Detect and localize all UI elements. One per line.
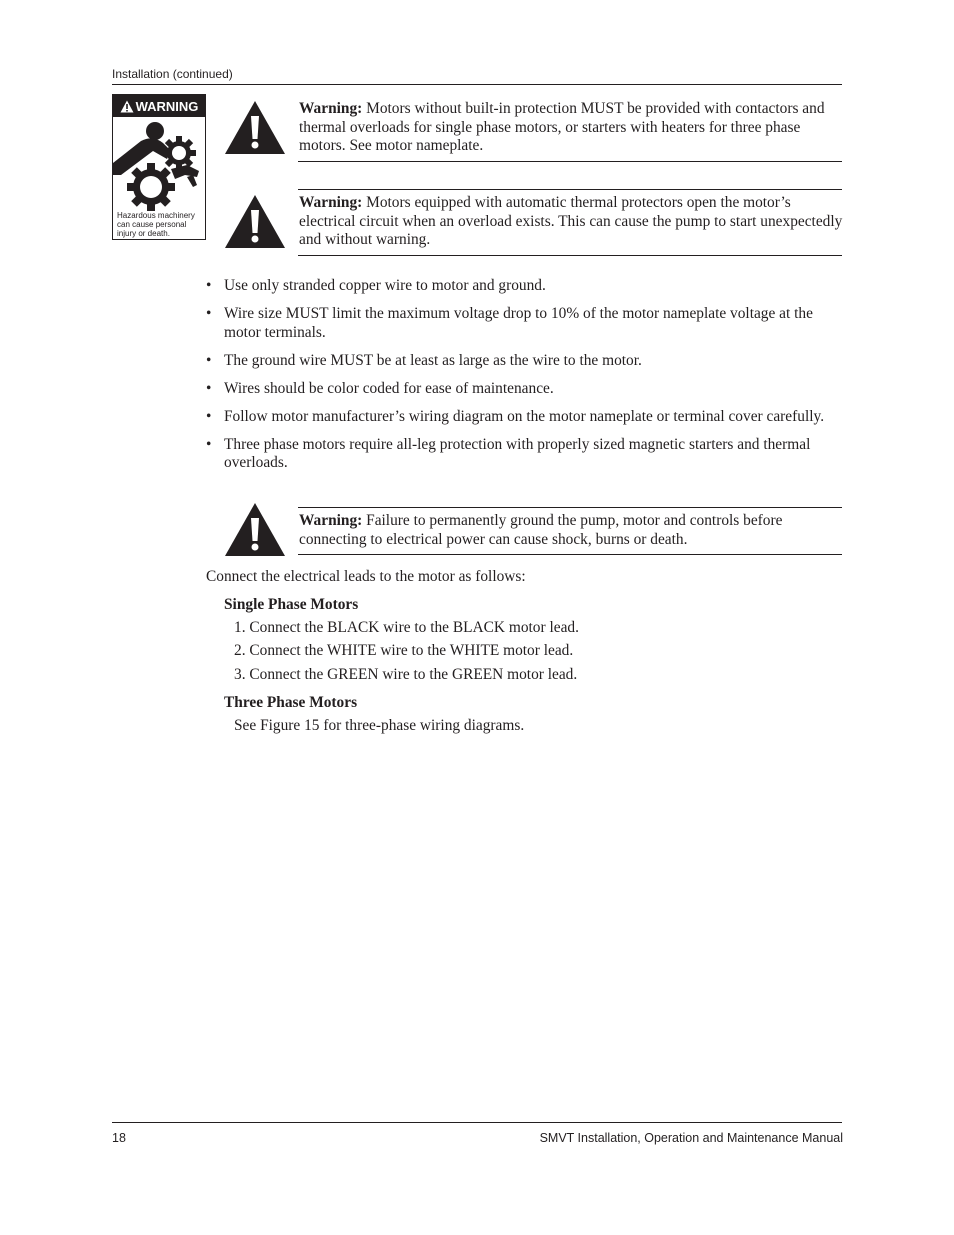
warning-triangle-icon [224,502,286,557]
hazard-machinery-label [112,94,206,240]
warning-prefix: Warning: [299,100,363,117]
warning-rule [298,255,842,256]
footer-rule [112,1122,842,1123]
three-phase-heading: Three Phase Motors [224,694,358,711]
hazard-label-banner [113,95,205,117]
warning-rule [298,554,842,555]
hazard-label-caption: Hazardous machinery can cause personal injury or death. [117,211,195,238]
warning-triangle-icon [224,100,286,155]
warning-body: Motors equipped with automatic thermal protectors open the motor’s electrical circuit when an overload exists. This can cause the pump to start unexpectedly and without warning. [299,194,843,248]
manual-title: SMVT Installation, Operation and Maintenance Manual [539,1131,843,1145]
warning-rule [298,161,842,162]
warning-rule [298,189,842,190]
list-item: 1. Connect the BLACK wire to the BLACK motor lead. [234,619,579,636]
warning-body: Failure to permanently ground the pump, motor and controls before connecting to electrical power can cause shock, burns or death. [299,512,783,548]
list-item: • Three phase motors require all-leg protection with properly sized magnetic starters and thermal overloads. [206,435,811,471]
list-item: • Follow motor manufacturer’s wiring diagram on the motor nameplate or terminal cover carefully. [206,407,825,425]
gears-hand-icon [113,117,205,211]
list-item: • Wires should be color coded for ease of maintenance. [206,379,554,397]
warning-prefix: Warning: [299,512,363,529]
list-item: 2. Connect the WHITE wire to the WHITE motor lead. [234,642,574,659]
list-item: • Wire size MUST limit the maximum voltage drop to 10% of the motor nameplate voltage at the motor terminals. [206,305,813,341]
list-item: • The ground wire MUST be at least as large as the wire to the motor. [206,351,642,369]
warning-ground [299,512,844,549]
list-item: • Use only stranded copper wire to motor and ground. [206,277,546,294]
warning-triangle-icon [224,194,286,249]
warning-body: Motors without built-in protection MUST be provided with contactors and thermal overloads for single phase motors, or starters with heaters for three phase motors. See motor nameplate. [299,100,825,154]
warning-rule [298,507,842,508]
page-number: 18 [112,1131,126,1145]
list-item: 3. Connect the GREEN wire to the GREEN motor lead. [234,666,578,683]
connect-intro: Connect the electrical leads to the motor as follows: [206,568,526,585]
alert-triangle-icon [120,100,134,113]
warning-thermal-protector [299,194,844,250]
header-rule [112,84,842,85]
single-phase-heading: Single Phase Motors [224,596,359,613]
hazard-label-title: WARNING [135,98,199,114]
warning-prefix: Warning: [299,194,363,211]
three-phase-text: See Figure 15 for three-phase wiring diagrams. [234,717,525,734]
running-header: Installation (continued) [112,67,233,81]
warning-motor-protection [299,100,844,156]
wiring-requirements-list [206,277,846,482]
